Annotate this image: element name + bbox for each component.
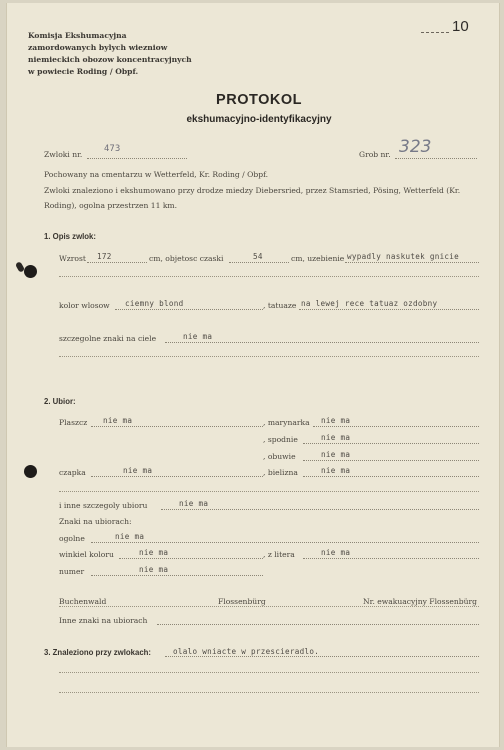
- remains-number: 473: [104, 144, 121, 154]
- found-text-line1: Zwloki znaleziono i ekshumowano przy drodze miedzy Diebersried, przez Stamsried, Pösing, Wetterfeld (Kr.: [44, 186, 461, 195]
- blank-line: [59, 276, 479, 277]
- org-line-1: Komisja Ekshumacyjna: [28, 31, 127, 40]
- body-marks-value: nie ma: [183, 332, 213, 341]
- grave-line: [395, 158, 477, 159]
- section-1-heading: 1. Opis zwlok:: [44, 232, 96, 241]
- shoes-label: , obuwie: [263, 452, 296, 461]
- issuing-organization: [28, 30, 192, 78]
- height-line: [87, 262, 147, 263]
- angle-color-value: nie ma: [139, 548, 169, 557]
- shoes-line: [303, 460, 479, 461]
- trousers-value: nie ma: [321, 433, 351, 442]
- number-line: [91, 575, 263, 576]
- cap-value: nie ma: [123, 466, 153, 475]
- underwear-label: , bielizna: [263, 468, 298, 477]
- jacket-value: nie ma: [321, 416, 351, 425]
- cap-line: [91, 476, 263, 477]
- cap-label: czapka: [59, 468, 86, 477]
- blank-line: [59, 356, 479, 357]
- found-text-line2: Roding), ogolna przestrzen 11 km.: [44, 201, 178, 210]
- burial-place-text: Pochowany na cmentarzu w Wetterfeld, Kr. Roding / Obpf.: [44, 170, 269, 179]
- teeth-line: [345, 262, 479, 263]
- height-label: Wzrost: [59, 254, 86, 263]
- letter-value: nie ma: [321, 548, 351, 557]
- grave-label: Grob nr.: [359, 150, 391, 159]
- other-marks-line: [157, 624, 479, 625]
- skull-line: [229, 262, 289, 263]
- page-number: 10: [452, 18, 469, 35]
- tattoo-line: [299, 309, 479, 310]
- skull-label: cm, objetosc czaski: [149, 254, 224, 263]
- underwear-line: [303, 476, 479, 477]
- coat-line: [91, 426, 263, 427]
- evacuation-number-label: Nr. ewakuacyjny Flossenbürg: [363, 597, 477, 606]
- protocol-page: [6, 3, 500, 747]
- blank-line: [59, 692, 479, 693]
- angle-color-line: [119, 558, 263, 559]
- punch-hole-bottom: [24, 465, 37, 478]
- remains-label: Zwloki nr.: [44, 150, 83, 159]
- number-label: numer: [59, 567, 85, 576]
- body-marks-line: [165, 342, 479, 343]
- general-marks-value: nie ma: [115, 532, 145, 541]
- other-clothing-value: nie ma: [179, 499, 209, 508]
- camp-buchenwald: Buchenwald: [59, 597, 107, 606]
- coat-value: nie ma: [103, 416, 133, 425]
- grave-number: 323: [399, 137, 432, 157]
- tattoo-label: , tatuaze: [263, 301, 297, 310]
- shoes-value: nie ma: [321, 450, 351, 459]
- hair-value: ciemny blond: [125, 299, 184, 308]
- coat-label: Plaszcz: [59, 418, 88, 427]
- section-3-line: [165, 656, 479, 657]
- page-number-dash: [421, 32, 449, 33]
- body-marks-label: szczegolne znaki na ciele: [59, 334, 157, 343]
- jacket-label: , marynarka: [263, 418, 310, 427]
- section-2-heading: 2. Ubior:: [44, 397, 76, 406]
- blank-line: [59, 491, 479, 492]
- section-3-heading: 3. Znaleziono przy zwlokach:: [44, 648, 152, 657]
- punch-hole-top: [24, 265, 37, 278]
- teeth-value: wypadly naskutek gnicie: [347, 252, 460, 261]
- other-clothing-line: [161, 509, 479, 510]
- document-title: PROTOKOL: [216, 92, 302, 108]
- other-clothing-label: i inne szczegoly ubioru: [59, 501, 148, 510]
- document-subtitle: ekshumacyjno-identyfikacyjny: [186, 114, 332, 125]
- letter-label: , z litera: [263, 550, 295, 559]
- angle-color-label: winkiel koloru: [59, 550, 114, 559]
- letter-line: [303, 558, 479, 559]
- tattoo-value: na lewej rece tatuaz ozdobny: [301, 299, 438, 308]
- camp-flossenburg: Flossenbürg: [218, 597, 266, 606]
- number-value: nie ma: [139, 565, 169, 574]
- underwear-value: nie ma: [321, 466, 351, 475]
- camp-line: [59, 606, 479, 607]
- hair-label: kolor wlosow: [59, 301, 110, 310]
- blank-line: [59, 672, 479, 673]
- clothing-marks-heading: Znaki na ubiorach:: [59, 517, 132, 526]
- org-line-2: zamordowanych bylych wiezniow: [28, 43, 168, 52]
- teeth-label: cm, uzebienie: [291, 254, 345, 263]
- height-value: 172: [97, 252, 112, 261]
- trousers-line: [303, 443, 479, 444]
- remains-line: [87, 158, 187, 159]
- general-marks-label: ogolne: [59, 534, 85, 543]
- trousers-label: , spodnie: [263, 435, 298, 444]
- org-line-3: niemieckich obozow koncentracyjnych: [28, 55, 192, 64]
- hair-line: [115, 309, 263, 310]
- general-marks-line: [91, 542, 479, 543]
- other-marks-label: Inne znaki na ubiorach: [59, 616, 148, 625]
- section-3-value: olalo wniacte w przescieradlo.: [173, 647, 320, 656]
- org-line-4: w powiecie Roding / Obpf.: [28, 67, 139, 76]
- skull-value: 54: [253, 252, 263, 261]
- jacket-line: [313, 426, 479, 427]
